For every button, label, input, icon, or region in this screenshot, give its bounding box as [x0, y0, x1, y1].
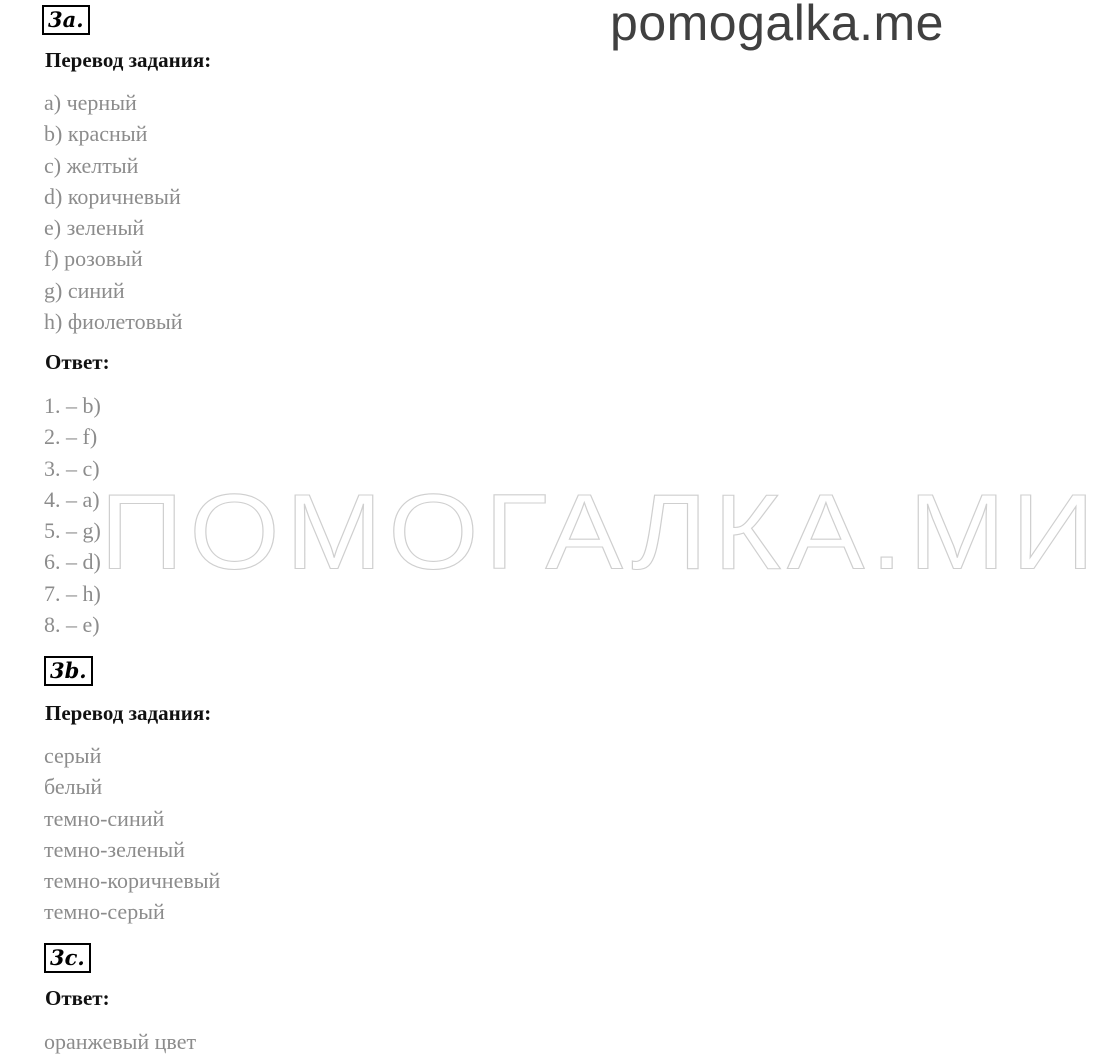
translation-list-3a	[44, 87, 183, 337]
list-item: 1. – b)	[44, 393, 101, 418]
exercise-label-3a: 3a.	[42, 5, 90, 35]
translation-heading-3a: Перевод задания:	[45, 48, 212, 72]
exercise-label-3b: 3b.	[44, 656, 93, 686]
list-item: f) розовый	[44, 246, 143, 272]
list-item: 2. – f)	[44, 424, 98, 450]
list-item: белый	[44, 774, 103, 800]
list-item: 6. – d)	[44, 549, 101, 575]
translation-heading-3b: Перевод задания:	[45, 701, 212, 725]
list-item: h) фиолетовый	[44, 309, 183, 335]
list-item: темно-коричневый	[44, 868, 221, 894]
answer-list-3a	[44, 390, 101, 640]
list-item: 4. – a)	[44, 486, 100, 512]
list-item: d) коричневый	[44, 183, 181, 209]
list-item: темно-серый	[44, 899, 165, 925]
list-item: e) зеленый	[44, 215, 145, 241]
list-item: 3. – c)	[44, 455, 100, 481]
list-item: 8. – e)	[44, 612, 100, 638]
translation-list-3b	[44, 740, 220, 928]
list-item: g) синий	[44, 277, 125, 303]
list-item: оранжевый цвет	[44, 1029, 197, 1054]
answer-heading-3a: Ответ:	[45, 350, 110, 374]
list-item: 5. – g)	[44, 518, 101, 544]
list-item: c) желтый	[44, 152, 139, 178]
site-brand: pomogalka.me	[610, 0, 944, 51]
list-item: 7. – h)	[44, 580, 101, 606]
list-item: b) красный	[44, 121, 148, 147]
list-item: серый	[44, 743, 102, 768]
exercise-label-3c: 3c.	[44, 943, 91, 973]
list-item: темно-синий	[44, 805, 165, 831]
watermark: ПОМОГАЛКА.МИ	[100, 471, 1101, 592]
list-item: темно-зеленый	[44, 836, 185, 862]
answer-heading-3c: Ответ:	[45, 986, 110, 1010]
answer-list-3c	[44, 1026, 196, 1057]
list-item: a) черный	[44, 90, 137, 115]
